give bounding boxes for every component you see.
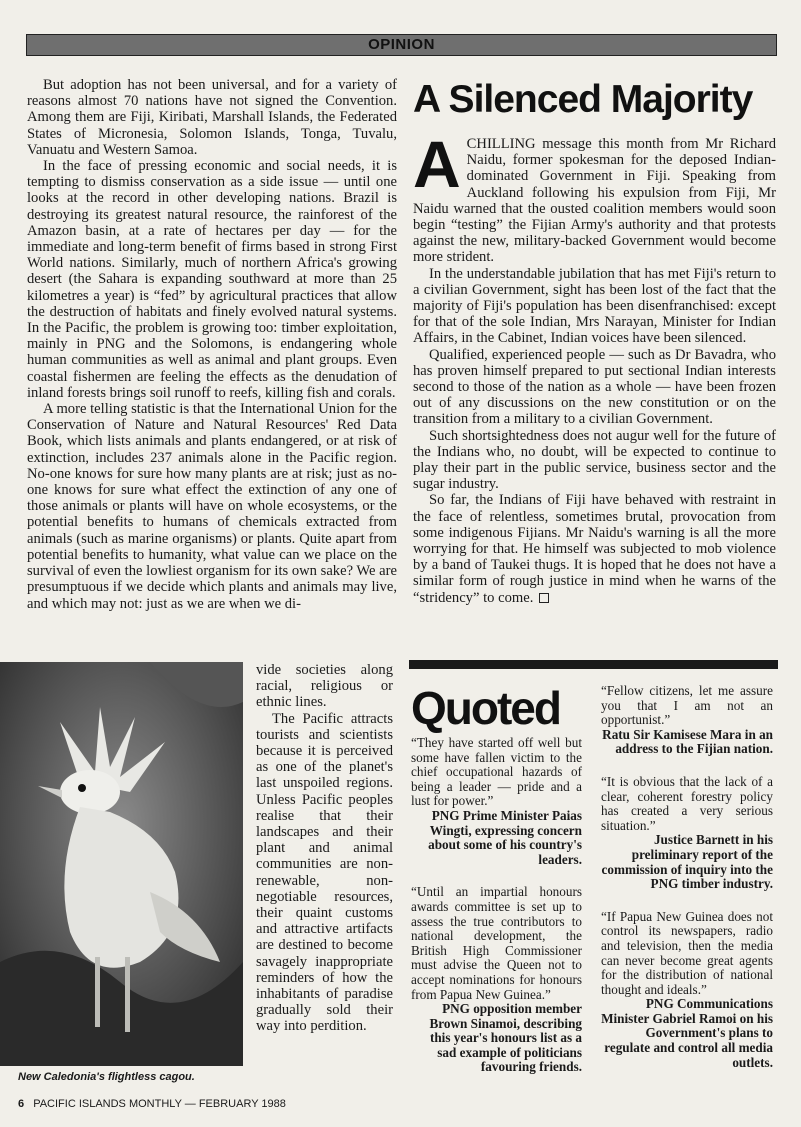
cagou-photo <box>0 662 243 1066</box>
quote-text: “They have started off well but some have fallen victim to the chief occupational hazards of being a leader — pride and a lust for power.” <box>411 735 582 809</box>
end-mark-icon <box>539 593 549 603</box>
quote-text: “Fellow citizens, let me assure you that I am not an opportunist.” <box>601 683 773 728</box>
left-column-continuation <box>256 662 393 1035</box>
editorial-lead-text: CHILLING message this month from Mr Richard Naidu, former spokesman for the deposed Indian-dominated Government in Fiji. Speaking from Auckland following his expulsion from Fiji, Mr Naidu warned that the ousted coalition members would soon begin “testing” the Fijian Army's authority and that protests against the new, military-backed Government would become more strident. <box>413 136 776 266</box>
quote-attribution: PNG opposition member Brown Sinamoi, describing this year's honours list as a sad example of politicians favouring friends. <box>429 1001 582 1075</box>
section-header-bar <box>26 34 777 56</box>
editorial-last-text: So far, the Indians of Fiji have behaved with restraint in the face of relentless, sometimes brutal, provocation from some indigenous Fijians. Mr Naidu's warning is all the more worrying for that. He himself was subjected to mob violence by a band of Taukei thugs. It is hoped that he does not have a similar form of rough justice in mind when he warns of the “stridency” to come. <box>413 492 776 606</box>
publication-line: PACIFIC ISLANDS MONTHLY — FEBRUARY 1988 <box>33 1098 286 1110</box>
photo-caption: New Caledonia's flightless cagou. <box>18 1071 195 1083</box>
editorial-paragraph: Qualified, experienced people — such as Dr Bavadra, who has proven himself prepared to put sectional Indian interests second to those of the nation as a whole — have been frozen out of any discussions on the new constitution or on the transition from a military to a civilian Government. <box>413 346 776 428</box>
section-label: OPINION <box>368 36 435 53</box>
quote-text: “It is obvious that the lack of a clear, coherent forestry policy has created a very serious situation.” <box>601 773 773 833</box>
quoted-column-1 <box>411 736 582 1075</box>
left-paragraph: But adoption has not been universal, and for a variety of reasons almost 70 nations have not signed the Convention. Among them are Fiji, Kiribati, Marshall Islands, the Federated States of Micronesia, Solomon Islands, Tonga, Tuvalu, Vanuatu and Western Samoa. <box>27 77 397 158</box>
quote-text: “If Papua New Guinea does not control its newspapers, radio and television, then the media can never become great agents for the distribution of national thought and ideals.” <box>601 908 773 997</box>
drop-cap: A <box>413 127 461 201</box>
editorial-lead-paragraph <box>413 127 776 266</box>
editorial-paragraph: Such shortsightedness does not augur well for the future of the Indians who, no doubt, will be expected to continue to play their part in the public service, business sector and the sugar industry. <box>413 427 776 493</box>
quoted-column-2 <box>601 684 773 1070</box>
page-number: 6 <box>18 1098 25 1110</box>
quote-text: “Until an impartial honours awards committee is set up to assess the true contributors to national development, the British High Commissioner must advise the Queen not to accept nominations for honours from Papua New Guinea.” <box>411 884 582 1002</box>
editorial-paragraph: In the understandable jubilation that has met Fiji's return to a civilian Government, sight has been lost of the fact that the majority of Fiji's population has been disenfranchised: except for that of the sole Indian, Mrs Narayan, Minister for Indian Affairs, in the Cabinet, Indian voices have been silenced. <box>413 265 776 347</box>
quote-attribution: Justice Barnett in his preliminary report of the commission of inquiry into the PNG timber industry. <box>601 832 773 892</box>
editorial-paragraph <box>413 492 776 605</box>
left-column-article <box>27 77 397 612</box>
editorial-title: A Silenced Majority <box>413 78 753 121</box>
quoted-title: Quoted <box>411 682 560 734</box>
editorial-body <box>413 127 776 606</box>
quote-attribution: Ratu Sir Kamisese Mara in an address to the Fijian nation. <box>602 726 773 757</box>
quote-attribution: PNG Prime Minister Paias Wingti, expressing concern about some of his country's leaders. <box>428 807 582 867</box>
footer <box>18 1098 286 1110</box>
left-paragraph: A more telling statistic is that the International Union for the Conservation of Nature and Natural Resources' Red Data Book, which lists animals and plants endangered, or at risk of extinction, includes 237 animals alone in the Pacific region. No-one knows for sure how many plants are at risk; just as no-one knows for sure what effect the extinction of any one of those animals or plants will have on whole ecosystems, or the potential benefits to humans of chemicals extracted from animals (such as marine organisms) or plants. Quite apart from potential benefits to humanity, what value can we place on the survival of even the lowliest organism for its own sake? We are presumptuous if we decide which plants and animals may live, and which may not: just as we are when we di- <box>27 401 397 612</box>
quote-attribution: PNG Communications Minister Gabriel Ramoi on his Government's plans to regulate and control all media outlets. <box>601 996 773 1070</box>
left-paragraph: In the face of pressing economic and social needs, it is tempting to dismiss conservation as a side issue — until one looks at the record in other developing nations. Brazil is destroying its greatest natural resource, the rainforest of the Amazon basin, at a rate of hectares per day — for the immediate and long-term benefit of firms based in strong First World nations. Similarly, much of northern Africa's growing desert (the Sahara is expanding southward at more than 25 kilometres a year) is “fed” by agricultural practices that allow the destruction of habitats and finely evolved natural systems. In the Pacific, the problem is growing too: timber exploitation, mainly in PNG and the Solomons, is endangering whole human communities as well as animal and plant groups. Even coastal fishermen are feeling the effects as the denudation of inland forests brings soil runoff to reefs, killing fish and corals. <box>27 158 397 401</box>
left-continuation-paragraph: vide societies along racial, religious or ethnic lines. <box>256 662 393 711</box>
cagou-bird-illustration <box>0 662 243 1066</box>
quoted-divider-rule <box>409 660 778 669</box>
left-continuation-paragraph: The Pacific attracts tourists and scientists because it is perceived as one of the planet's last unspoiled regions. Unless Pacific peoples realise that their landscapes and their plant and animal communities are non-renewable, non-negotiable resources, their quaint customs and attractive artifacts are destined to become savagely inappropriate reminders of how the inhabitants of paradise gradually sold their way into perdition. <box>256 710 393 1035</box>
